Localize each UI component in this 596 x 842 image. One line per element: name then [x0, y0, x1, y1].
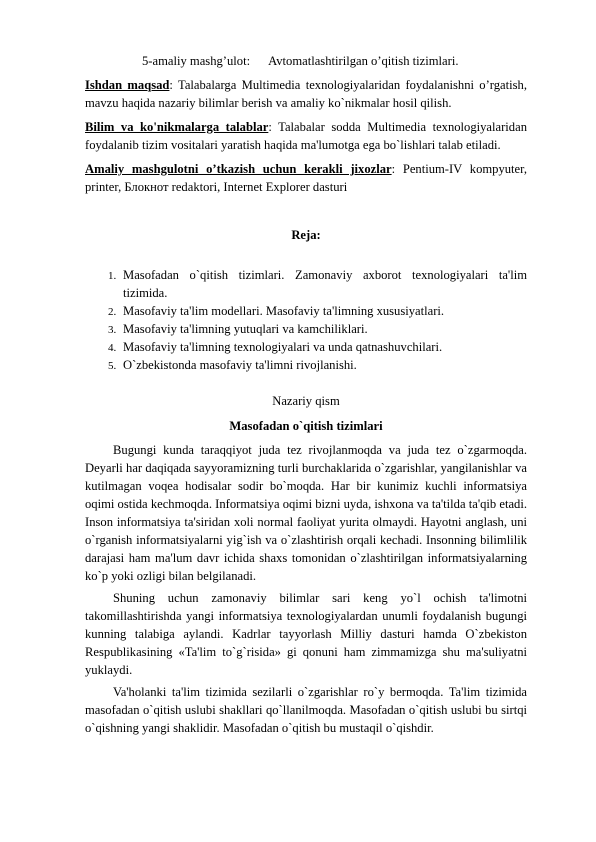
body-paragraph: Shuning uchun zamonaviy bilimlar sari keng yo`l ochish ta'limotni takomillashtirishda yangi informatsiya texnologiyalardan unumli foydalanish bugungi kunning talabiga aylandi. Kadrlar tayyorlash Milliy dasturi hamda O`zbekiston Respublikasining «Ta'lim to`g`risida» gi qonuni ham zimmamizga shu ma'suliyatni yuklaydi. [85, 591, 527, 677]
goal-label: Ishdan maqsad [85, 78, 170, 92]
lesson-topic: Avtomatlashtirilgan o’qitish tizimlari. [268, 54, 459, 68]
tools-label: Amaliy mashgulotni o’tkazish uchun kerakli jixozlar [85, 162, 392, 176]
body-paragraph: Bugungi kunda taraqqiyot juda tez rivojlanmoqda va juda tez o`zgarmoqda. Deyarli har daqiqada sayyoramizning turli burchaklarida o`zgarishlar, yangilanishlar va kutilmagan voqea hodisalar sodir bo`moqda. Har bir kunimiz kuchli informatsiya oqimi ostida kechmoqda. Informatsiya oqimi bizni uyda, ishxona va ta'tilda ta'qib etadi. Inson informatsiya ta'siridan xoli normal faoliyat yurita olmaydi. Hayotni anglash, uni o`rganish informatsiyalarni yig`ish va o`zlashtirish orqali kechadi. Insonning bilimlilik darajasi ham ma'lum davr ichida shaxs tomonidan o`zlashtirilgan informatsiyalarning ko`p yoki ozligi bilan belgilanadi. [85, 443, 527, 583]
section-title: Masofadan o`qitish tizimlari [229, 419, 383, 433]
skills-paragraph: Bilim va ko'nikmalarga talablar: Talabalar sodda Multimedia texnologiyalaridan foydalanib tizim vositalari yaratish haqida ma'lumotga ega bo`lishlari talab etiladi. [85, 120, 527, 152]
skills-text: Talabalar sodda Multimedia texnologiyalaridan foydalanib tizim vositalari yaratish haqida ma'lumotga ega bo`lishlari talab etiladi. [85, 120, 527, 152]
tools-paragraph: Amaliy mashgulotni o’tkazish uchun kerakli jixozlar: Pentium-IV kompyuter, printer, Блокнот redaktori, Internet Explorer dasturi [85, 162, 527, 194]
plan-item: 5. O`zbekistonda masofaviy ta'limni rivojlanishi. [119, 356, 527, 374]
body-paragraph: Va'holanki ta'lim tizimida sezilarli o`zgarishlar ro`y bermoqda. Ta'lim tizimida masofadan o`qitish uslubi shakllari qo`llanilmoqda. Masofadan o`qitish uslubi bu sirtqi o`qishning yangi shaklidir. Masofadan o`qitish bu mustaqil o`qishdir. [85, 685, 527, 735]
plan-list [85, 266, 527, 374]
plan-item: 1. Masofadan o`qitish tizimlari. Zamonaviy axborot texnologiyalari ta'lim tizimida. [119, 266, 527, 302]
plan-item: 3. Masofaviy ta'limning yutuqlari va kamchiliklari. [119, 320, 527, 338]
plan-item: 2. Masofaviy ta'lim modellari. Masofaviy ta'limning xususiyatlari. [119, 302, 527, 320]
lesson-number: 5-amaliy mashg’ulot: [142, 54, 251, 68]
theory-part-title: Nazariy qism [272, 394, 340, 408]
goal-paragraph: Ishdan maqsad: Talabalarga Multimedia texnologiyalaridan foydalanishni o’rgatish, mavzu haqida nazariy bilimlar berish va amaliy ko`nikmalar hosil qilish. [85, 78, 527, 110]
plan-title: Reja: [291, 228, 321, 242]
plan-item: 4. Masofaviy ta'limning texnologiyalari va unda qatnashuvchilari. [119, 338, 527, 356]
lesson-title [85, 52, 527, 70]
page-content [85, 52, 527, 741]
tools-text: Pentium-IV kompyuter, printer, Блокнот redaktori, Internet Explorer dasturi [85, 162, 527, 194]
skills-label: Bilim va ko'nikmalarga talablar [85, 120, 269, 134]
goal-text: Talabalarga Multimedia texnologiyalaridan foydalanishni o’rgatish, mavzu haqida nazariy bilimlar berish va amaliy ko`nikmalar hosil qilish. [85, 78, 527, 110]
